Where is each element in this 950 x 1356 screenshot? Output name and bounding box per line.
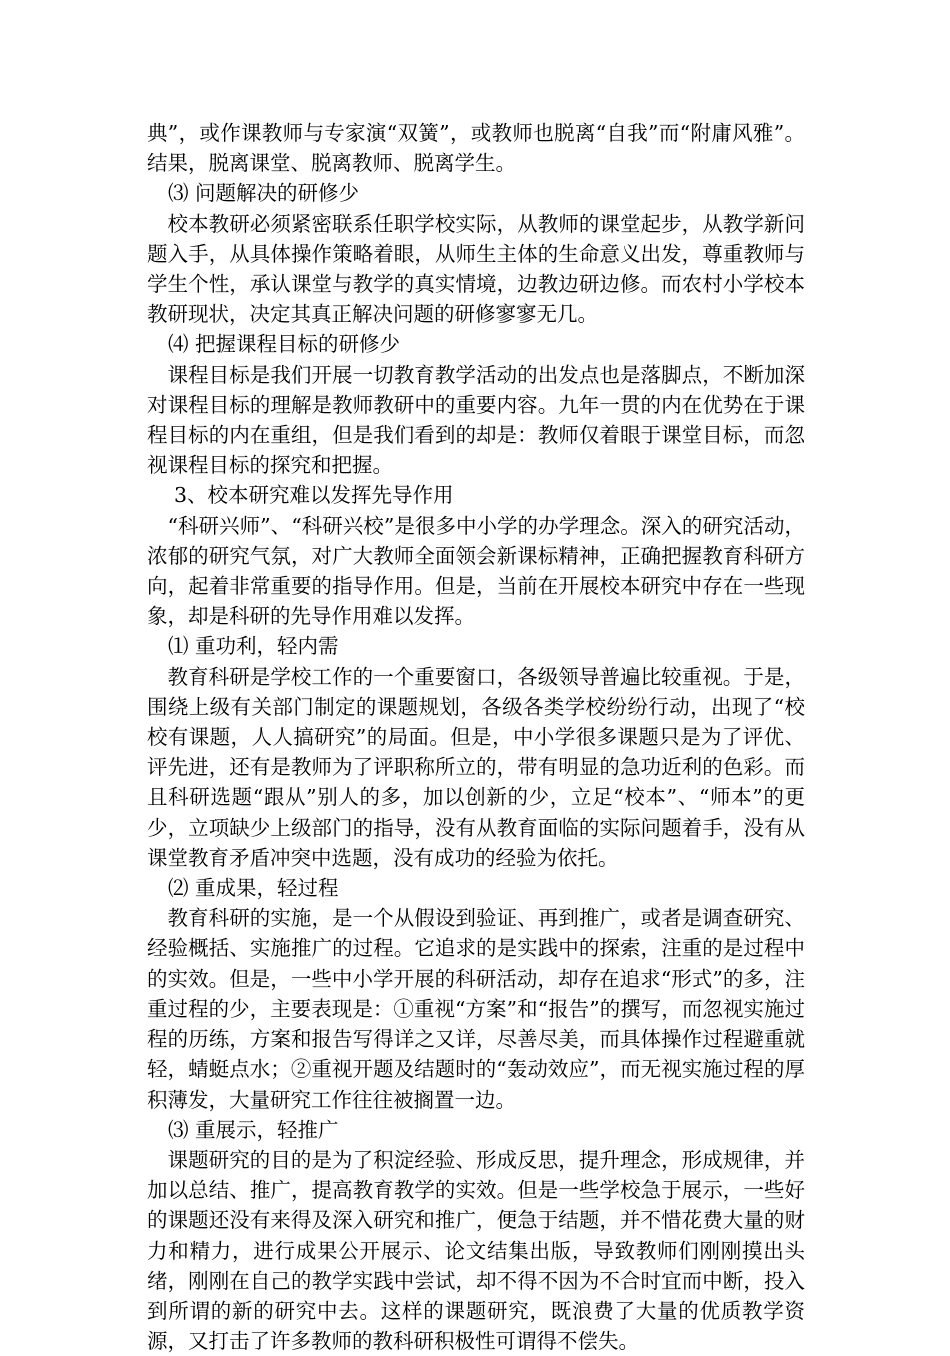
subheading-course-goals: ⑷ 把握课程目标的研修少: [168, 332, 401, 357]
paragraph: 教育科研是学校工作的一个重要窗口，各级领导普遍比较重视。于是，围绕上级有关部门制定的课题规划，各级各类学校纷纷行动，出现了“校校有课题，人人搞研究”的局面。但是，中小学很多课题只是为了评优、评先进，还有是教师为了评职称所立的，带有明显的急功近利的色彩。而且科研选题“跟从”别人的多，加以创新的少，立足“校本”、“师本”的更少，立项缺少上级部门的指导，没有从教育面临的实际问题着手，没有从课堂教育矛盾冲突中选题，没有成功的经验为依托。: [147, 664, 805, 870]
paragraph: 教育科研的实施，是一个从假设到验证、再到推广，或者是调查研究、经验概括、实施推广的过程。它追求的是实践中的探索，注重的是过程中的实效。但是，一些中小学开展的科研活动，却存在追求“形式”的多，注重过程的少，主要表现是：①重视“方案”和“报告”的撰写，而忽视实施过程的历练，方案和报告写得详之又详，尽善尽美，而具体操作过程避重就轻，蜻蜓点水；②重视开题及结题时的“轰动效应”，而无视实施过程的厚积薄发，大量研究工作往往被搁置一边。: [147, 906, 805, 1112]
paragraph: “科研兴师”、“科研兴校”是很多中小学的办学理念。深入的研究活动，浓郁的研究气氛，对广大教师全面领会新课标精神，正确把握教育科研方向，起着非常重要的指导作用。但是，当前在开展校本研究中存在一些现象，却是科研的先导作用难以发挥。: [147, 513, 805, 629]
subheading-utility: ⑴ 重功利，轻内需: [168, 634, 339, 659]
subheading-display: ⑶ 重展示，轻推广: [168, 1117, 339, 1142]
paragraph: 课程目标是我们开展一切教育教学活动的出发点也是落脚点，不断加深对课程目标的理解是教师教研中的重要内容。九年一贯的内在优势在于课程目标的内在重组，但是我们看到的却是：教师仅着眼于课堂目标，而忽视课程目标的探究和把握。: [147, 362, 805, 478]
paragraph: 课题研究的目的是为了积淀经验、形成反思，提升理念，形成规律，并加以总结、推广，提高教育教学的实效。但是一些学校急于展示，一些好的课题还没有来得及深入研究和推广，便急于结题，并不惜花费大量的财力和精力，进行成果公开展示、论文结集出版，导致教师们刚刚摸出头绪，刚刚在自己的教学实践中尝试，却不得不因为不合时宜而中断，投入到所谓的新的研究中去。这样的课题研究，既浪费了大量的优质教学资源，又打击了许多教师的教科研积极性可谓得不偿失。: [147, 1147, 805, 1354]
subheading-results: ⑵ 重成果，轻过程: [168, 876, 339, 901]
document-page: [147, 118, 805, 1356]
paragraph: 校本教研必须紧密联系任职学校实际，从教师的课堂起步，从教学新问题入手，从具体操作策略着眼，从师生主体的生命意义出发，尊重教师与学生个性，承认课堂与教学的真实情境，边教边研边修。而农村小学校本教研现状，决定其真正解决问题的研修寥寥无几。: [147, 211, 805, 327]
paragraph-continued: 典”，或作课教师与专家演“双簧”，或教师也脱离“自我”而“附庸风雅”。结果，脱离课堂、脱离教师、脱离学生。: [147, 121, 805, 176]
subheading-problem-solving: ⑶ 问题解决的研修少: [168, 181, 360, 206]
section-heading-3: 3、校本研究难以发挥先导作用: [174, 483, 454, 508]
